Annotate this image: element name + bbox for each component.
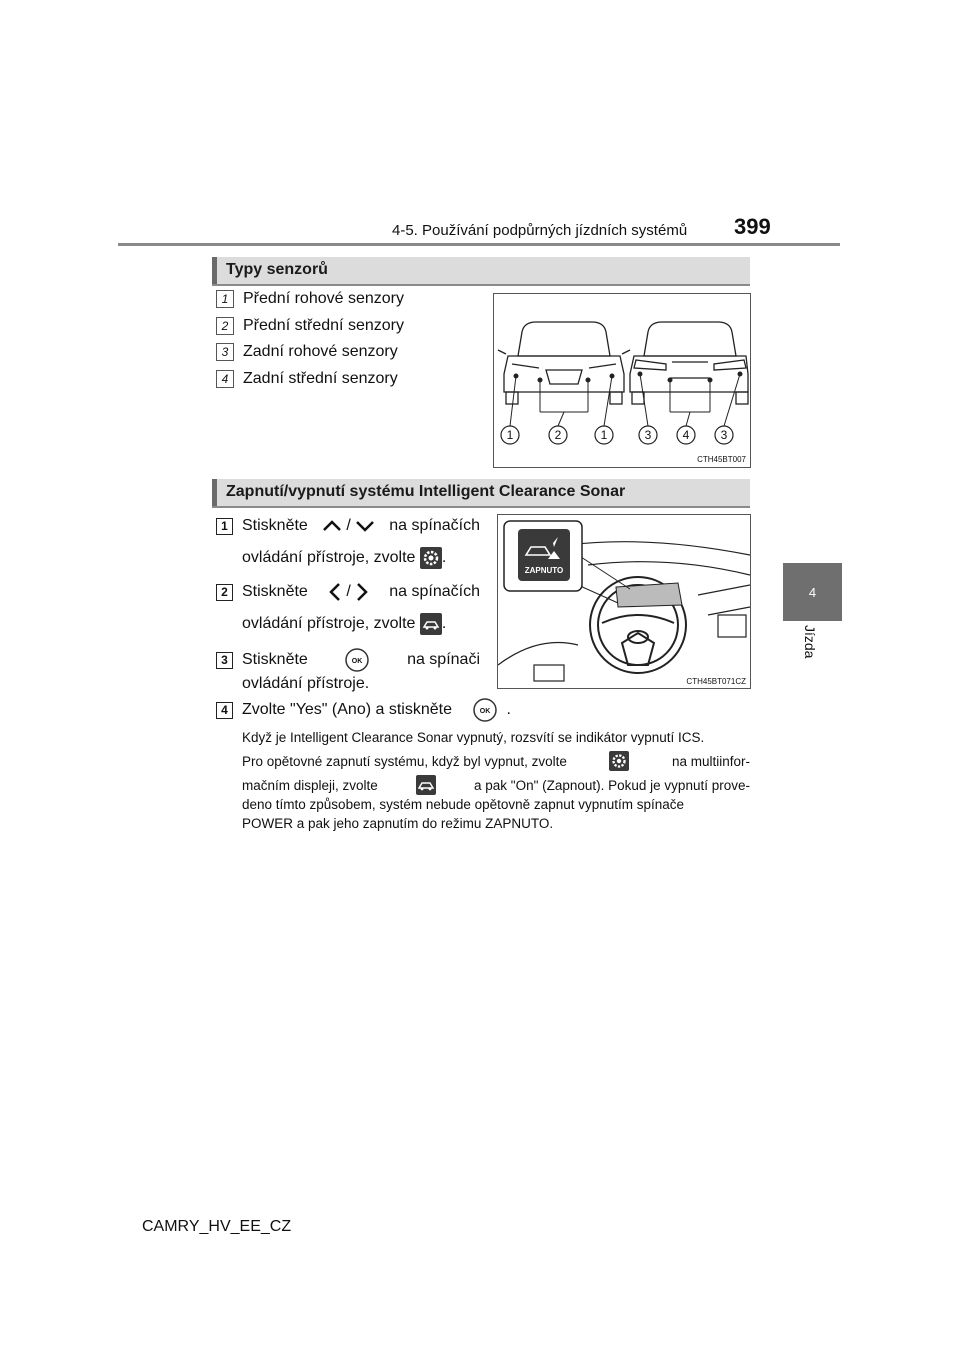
car-sensor-diagram bbox=[494, 294, 750, 467]
item-number: 4 bbox=[216, 370, 234, 388]
car-front-illustration bbox=[498, 322, 630, 404]
item-label: Zadní rohové senzory bbox=[243, 343, 398, 361]
section-heading-on-off bbox=[212, 479, 750, 508]
callout-label: 4 bbox=[682, 428, 690, 442]
vehicle-settings-icon bbox=[416, 775, 436, 795]
item-label: Přední střední senzory bbox=[243, 317, 404, 335]
callout-label: 1 bbox=[600, 428, 608, 442]
step-1: 1 Stiskněte / na spínačích ovládání přístroje, zvolte . bbox=[216, 510, 480, 574]
step-4: 4 Zvolte "Yes" (Ano) a stiskněte OK . bbox=[216, 694, 556, 726]
settings-gear-icon bbox=[609, 751, 629, 771]
step-number: 2 bbox=[216, 584, 233, 601]
step-2: 2 Stiskněte / na spínačích ovládání přístroje, zvolte . bbox=[216, 576, 480, 640]
item-label: Přední rohové senzory bbox=[243, 290, 404, 308]
step-number: 3 bbox=[216, 652, 233, 669]
chapter-tab bbox=[783, 563, 842, 621]
callout-label: 2 bbox=[554, 428, 562, 442]
settings-gear-icon bbox=[420, 547, 442, 569]
chevron-left-icon bbox=[328, 582, 342, 602]
figure-code: CTH45BT071CZ bbox=[686, 677, 746, 686]
list-item bbox=[216, 290, 404, 308]
callout-label: 3 bbox=[644, 428, 652, 442]
section-title: Zapnutí/vypnutí systému Intelligent Clearance Sonar bbox=[226, 483, 626, 500]
item-label: Zadní střední senzory bbox=[243, 370, 398, 388]
item-number: 3 bbox=[216, 343, 234, 361]
note-paragraph: Když je Intelligent Clearance Sonar vypnutý, rozsvítí se indikátor vypnutí ICS. Pro opětovné zapnutí systému, když byl vypnut, zvolte na multiinfor- mačním displeji, zvolte a pak "On" (Zapnout). Pokud je vypnutí prove- deno tímto způsobem, systém nebude opětovně zapnut vypnutím spínače POWER a pak jeho zapnutím do režimu ZAPNUTO. bbox=[242, 730, 750, 831]
chevron-right-icon bbox=[355, 582, 369, 602]
svg-text:OK: OK bbox=[480, 707, 491, 715]
step-number: 1 bbox=[216, 518, 233, 535]
ok-button-icon bbox=[472, 697, 498, 723]
sensor-locations-figure bbox=[493, 293, 751, 468]
list-item bbox=[216, 317, 404, 335]
item-number: 1 bbox=[216, 290, 234, 308]
chevron-up-icon bbox=[322, 520, 342, 532]
page-number: 399 bbox=[734, 214, 771, 239]
model-code-footer: CAMRY_HV_EE_CZ bbox=[142, 1218, 292, 1235]
status-badge: ZAPNUTO bbox=[524, 566, 564, 575]
cockpit-figure bbox=[497, 514, 751, 689]
step-3: 3 Stiskněte OK na spínači ovládání přístroje. bbox=[216, 644, 480, 700]
chapter-label: Jízda bbox=[802, 625, 818, 659]
item-number: 2 bbox=[216, 317, 234, 335]
callout-label: 3 bbox=[720, 428, 728, 442]
figure-code: CTH45BT007 bbox=[697, 455, 746, 464]
cockpit-diagram bbox=[498, 515, 750, 688]
list-item bbox=[216, 370, 398, 388]
chapter-number: 4 bbox=[808, 584, 817, 600]
car-rear-illustration bbox=[630, 322, 748, 404]
header-rule bbox=[118, 243, 840, 246]
chevron-down-icon bbox=[355, 520, 375, 532]
section-title: Typy senzorů bbox=[226, 261, 328, 278]
step-number: 4 bbox=[216, 702, 233, 719]
section-heading-sensor-types bbox=[212, 257, 750, 286]
sensor-leaders bbox=[510, 372, 742, 426]
running-header: 4-5. Používání podpůrných jízdních systémů bbox=[392, 222, 688, 239]
list-item bbox=[216, 343, 398, 361]
callout-label: 1 bbox=[506, 428, 514, 442]
svg-text:OK: OK bbox=[352, 658, 363, 665]
vehicle-settings-icon bbox=[420, 613, 442, 635]
